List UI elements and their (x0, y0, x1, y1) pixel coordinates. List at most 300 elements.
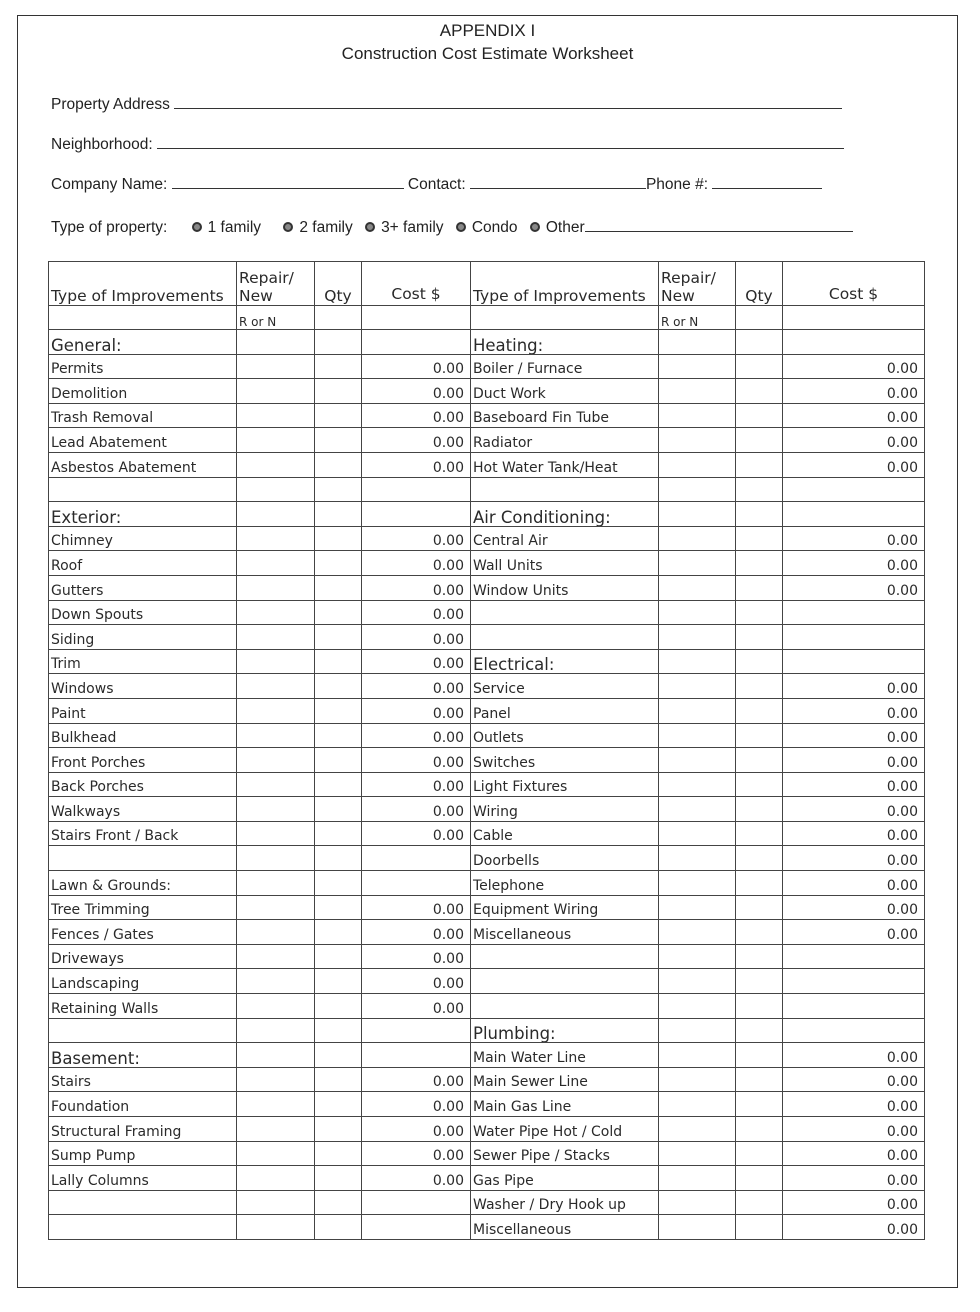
qty-cell-left[interactable] (315, 1043, 362, 1068)
repair-new-cell-right[interactable] (659, 944, 736, 969)
repair-new-cell-left[interactable] (237, 821, 315, 846)
option-2-family[interactable]: 2 family (283, 219, 352, 237)
col-header-repair-right: Repair/ New (659, 262, 736, 306)
cost-cell-left[interactable]: 0.00 (362, 379, 471, 404)
cost-cell-left[interactable]: 0.00 (362, 944, 471, 969)
qty-cell-left[interactable] (315, 944, 362, 969)
cost-cell-right[interactable]: 0.00 (783, 1166, 925, 1191)
table-row (49, 551, 925, 576)
repair-new-cell-left[interactable] (237, 1092, 315, 1117)
cost-cell-right[interactable]: 0.00 (783, 920, 925, 945)
repair-new-cell-left[interactable] (237, 920, 315, 945)
section-heading-right: Plumbing: (471, 1018, 659, 1043)
cost-cell-left[interactable]: 0.00 (362, 452, 471, 477)
repair-new-cell-left[interactable] (237, 575, 315, 600)
qty-cell-right[interactable] (736, 846, 783, 871)
qty-cell-left[interactable] (315, 1215, 362, 1240)
item-label-right: Boiler / Furnace (471, 354, 659, 379)
qty-cell-right[interactable] (736, 1117, 783, 1142)
col-header-qty-right: Qty (736, 262, 783, 306)
repair-new-cell-right[interactable] (659, 1092, 736, 1117)
cost-cell-left[interactable] (362, 330, 471, 355)
cost-cell-left[interactable] (362, 846, 471, 871)
qty-cell-right[interactable] (736, 1067, 783, 1092)
qty-cell-left[interactable] (315, 1166, 362, 1191)
qty-cell-left[interactable] (315, 772, 362, 797)
item-label-left: Stairs Front / Back (49, 821, 237, 846)
item-label-right: Telephone (471, 871, 659, 896)
radio-3-plus-family-icon[interactable] (365, 222, 375, 232)
repair-new-cell-left[interactable] (237, 1067, 315, 1092)
item-label-right: Main Sewer Line (471, 1067, 659, 1092)
qty-cell-right[interactable] (736, 772, 783, 797)
option-3-plus-family[interactable]: 3+ family (365, 219, 443, 237)
qty-cell-right[interactable] (736, 502, 783, 527)
item-label-right: Wall Units (471, 551, 659, 576)
qty-cell-right[interactable] (736, 1141, 783, 1166)
repair-new-cell-left[interactable] (237, 379, 315, 404)
neighborhood-row (51, 135, 844, 154)
repair-new-cell-left[interactable] (237, 846, 315, 871)
repair-new-cell-right[interactable] (659, 625, 736, 650)
item-label-left: Roof (49, 551, 237, 576)
qty-cell-left[interactable] (315, 1092, 362, 1117)
repair-new-cell-left[interactable] (237, 330, 315, 355)
cost-cell-right[interactable]: 0.00 (783, 575, 925, 600)
item-label-left: Back Porches (49, 772, 237, 797)
repair-new-cell-right[interactable] (659, 969, 736, 994)
qty-cell-right[interactable] (736, 625, 783, 650)
qty-cell-right[interactable] (736, 354, 783, 379)
qty-cell-left[interactable] (315, 920, 362, 945)
qty-cell-right[interactable] (736, 944, 783, 969)
repair-new-cell-left[interactable] (237, 428, 315, 453)
cost-cell-right[interactable]: 0.00 (783, 895, 925, 920)
cost-cell-left[interactable] (362, 477, 471, 502)
repair-new-cell-left[interactable] (237, 649, 315, 674)
cost-cell-right[interactable]: 0.00 (783, 1092, 925, 1117)
repair-new-cell-right[interactable] (659, 698, 736, 723)
cost-cell-left[interactable] (362, 502, 471, 527)
cost-cell-right[interactable]: 0.00 (783, 1067, 925, 1092)
repair-new-cell-left[interactable] (237, 723, 315, 748)
repair-new-cell-right[interactable] (659, 354, 736, 379)
section-heading-left: General: (49, 330, 237, 355)
item-label-left: Demolition (49, 379, 237, 404)
qty-cell-left[interactable] (315, 526, 362, 551)
table-row (49, 452, 925, 477)
option-1-family[interactable]: 1 family (192, 219, 261, 237)
item-label-right (471, 994, 659, 1019)
item-label-right: Main Water Line (471, 1043, 659, 1068)
cost-cell-left[interactable]: 0.00 (362, 920, 471, 945)
repair-new-cell-right[interactable] (659, 551, 736, 576)
repair-new-cell-left[interactable] (237, 1043, 315, 1068)
item-label-left: Foundation (49, 1092, 237, 1117)
table-row (49, 698, 925, 723)
qty-cell-left[interactable] (315, 1018, 362, 1043)
cost-cell-left[interactable]: 0.00 (362, 1166, 471, 1191)
qty-cell-left[interactable] (315, 748, 362, 773)
neighborhood-field[interactable] (157, 135, 844, 149)
qty-cell-right[interactable] (736, 452, 783, 477)
option-other[interactable]: Other (530, 219, 585, 237)
cost-cell-right[interactable]: 0.00 (783, 772, 925, 797)
qty-cell-right[interactable] (736, 1018, 783, 1043)
repair-new-cell-right[interactable] (659, 797, 736, 822)
repair-new-cell-right[interactable] (659, 1117, 736, 1142)
cost-cell-right[interactable]: 0.00 (783, 698, 925, 723)
table-row (49, 821, 925, 846)
qty-cell-right[interactable] (736, 1190, 783, 1215)
cost-cell-right[interactable]: 0.00 (783, 821, 925, 846)
qty-cell-right[interactable] (736, 1092, 783, 1117)
qty-cell-left[interactable] (315, 797, 362, 822)
table-row (49, 1190, 925, 1215)
repair-new-cell-right[interactable] (659, 1043, 736, 1068)
repair-new-cell-left[interactable] (237, 772, 315, 797)
qty-cell-left[interactable] (315, 895, 362, 920)
qty-cell-right[interactable] (736, 969, 783, 994)
subheader-empty (315, 306, 362, 330)
cost-cell-left[interactable]: 0.00 (362, 1067, 471, 1092)
table-row (49, 871, 925, 896)
cost-cell-right[interactable]: 0.00 (783, 452, 925, 477)
cost-cell-right[interactable]: 0.00 (783, 428, 925, 453)
property-address-label: Property Address (51, 96, 170, 113)
table-row (49, 1018, 925, 1043)
qty-cell-left[interactable] (315, 330, 362, 355)
qty-cell-left[interactable] (315, 846, 362, 871)
qty-cell-right[interactable] (736, 895, 783, 920)
qty-cell-left[interactable] (315, 477, 362, 502)
cost-cell-right[interactable]: 0.00 (783, 551, 925, 576)
cost-cell-left[interactable]: 0.00 (362, 772, 471, 797)
cost-cell-left[interactable] (362, 1215, 471, 1240)
cost-cell-left[interactable]: 0.00 (362, 575, 471, 600)
section-heading-left: Basement: (49, 1043, 237, 1068)
repair-new-cell-right[interactable] (659, 1190, 736, 1215)
item-label-right: Duct Work (471, 379, 659, 404)
cost-cell-right[interactable]: 0.00 (783, 797, 925, 822)
qty-cell-left[interactable] (315, 649, 362, 674)
repair-new-cell-right[interactable] (659, 846, 736, 871)
repair-new-cell-left[interactable] (237, 354, 315, 379)
repair-new-cell-right[interactable] (659, 895, 736, 920)
cost-cell-left[interactable] (362, 1043, 471, 1068)
repair-new-cell-right[interactable] (659, 1018, 736, 1043)
cost-cell-right[interactable]: 0.00 (783, 1141, 925, 1166)
radio-other-icon[interactable] (530, 222, 540, 232)
item-label-right: Panel (471, 698, 659, 723)
cost-cell-left[interactable]: 0.00 (362, 821, 471, 846)
table-row (49, 428, 925, 453)
cost-cell-right[interactable]: 0.00 (783, 1215, 925, 1240)
item-label-right: Miscellaneous (471, 1215, 659, 1240)
subheader-empty (736, 306, 783, 330)
qty-cell-left[interactable] (315, 1067, 362, 1092)
repair-new-cell-left[interactable] (237, 1141, 315, 1166)
table-row (49, 649, 925, 674)
cost-cell-left[interactable]: 0.00 (362, 625, 471, 650)
cost-cell-left[interactable]: 0.00 (362, 600, 471, 625)
qty-cell-right[interactable] (736, 575, 783, 600)
qty-cell-left[interactable] (315, 1117, 362, 1142)
qty-cell-right[interactable] (736, 428, 783, 453)
repair-new-cell-right[interactable] (659, 649, 736, 674)
repair-new-cell-left[interactable] (237, 969, 315, 994)
qty-cell-right[interactable] (736, 871, 783, 896)
item-label-left: Permits (49, 354, 237, 379)
subheader-empty (471, 306, 659, 330)
repair-new-cell-right[interactable] (659, 600, 736, 625)
qty-cell-left[interactable] (315, 723, 362, 748)
cost-cell-left[interactable]: 0.00 (362, 428, 471, 453)
col-header-cost-left: Cost $ (362, 262, 471, 306)
subheader-empty (49, 306, 237, 330)
qty-cell-left[interactable] (315, 354, 362, 379)
repair-new-cell-left[interactable] (237, 452, 315, 477)
col-header-type-right: Type of Improvements (471, 262, 659, 306)
cost-cell-right[interactable]: 0.00 (783, 403, 925, 428)
item-label-left (49, 1018, 237, 1043)
item-label-right: Main Gas Line (471, 1092, 659, 1117)
table-row (49, 1092, 925, 1117)
cost-cell-right[interactable] (783, 502, 925, 527)
cost-cell-left[interactable]: 0.00 (362, 1092, 471, 1117)
table-row (49, 1215, 925, 1240)
qty-cell-right[interactable] (736, 1166, 783, 1191)
cost-cell-right[interactable]: 0.00 (783, 846, 925, 871)
item-label-left: Fences / Gates (49, 920, 237, 945)
property-address-field[interactable] (174, 95, 842, 109)
qty-cell-right[interactable] (736, 797, 783, 822)
cost-cell-left[interactable] (362, 1018, 471, 1043)
qty-cell-right[interactable] (736, 600, 783, 625)
repair-new-cell-right[interactable] (659, 723, 736, 748)
section-heading-left: Exterior: (49, 502, 237, 527)
cost-cell-right[interactable] (783, 600, 925, 625)
qty-cell-left[interactable] (315, 452, 362, 477)
qty-cell-left[interactable] (315, 502, 362, 527)
cost-cell-left[interactable]: 0.00 (362, 994, 471, 1019)
repair-new-cell-left[interactable] (237, 1166, 315, 1191)
qty-cell-right[interactable] (736, 723, 783, 748)
cost-cell-left[interactable]: 0.00 (362, 1117, 471, 1142)
qty-cell-right[interactable] (736, 821, 783, 846)
cost-cell-right[interactable]: 0.00 (783, 723, 925, 748)
property-address-row (51, 95, 842, 114)
qty-cell-left[interactable] (315, 403, 362, 428)
cost-cell-right[interactable]: 0.00 (783, 526, 925, 551)
repair-new-cell-left[interactable] (237, 625, 315, 650)
repair-new-cell-right[interactable] (659, 674, 736, 699)
cost-cell-right[interactable]: 0.00 (783, 748, 925, 773)
repair-new-cell-right[interactable] (659, 1166, 736, 1191)
item-label-left (49, 846, 237, 871)
cost-cell-left[interactable]: 0.00 (362, 403, 471, 428)
table-row (49, 674, 925, 699)
repair-new-cell-right[interactable] (659, 1067, 736, 1092)
repair-new-cell-left[interactable] (237, 944, 315, 969)
qty-cell-right[interactable] (736, 477, 783, 502)
cost-cell-right[interactable] (783, 649, 925, 674)
qty-cell-right[interactable] (736, 403, 783, 428)
cost-cell-left[interactable]: 0.00 (362, 649, 471, 674)
item-label-left: Walkways (49, 797, 237, 822)
cost-cell-right[interactable] (783, 944, 925, 969)
repair-new-cell-right[interactable] (659, 575, 736, 600)
cost-cell-left[interactable]: 0.00 (362, 895, 471, 920)
qty-cell-right[interactable] (736, 674, 783, 699)
repair-new-cell-right[interactable] (659, 994, 736, 1019)
repair-new-cell-left[interactable] (237, 797, 315, 822)
repair-new-cell-left[interactable] (237, 1190, 315, 1215)
qty-cell-left[interactable] (315, 871, 362, 896)
repair-new-cell-right[interactable] (659, 379, 736, 404)
qty-cell-left[interactable] (315, 1190, 362, 1215)
item-label-left: Lawn & Grounds: (49, 871, 237, 896)
repair-new-cell-right[interactable] (659, 502, 736, 527)
qty-cell-right[interactable] (736, 526, 783, 551)
item-label-right: Baseboard Fin Tube (471, 403, 659, 428)
repair-new-cell-left[interactable] (237, 698, 315, 723)
repair-new-cell-right[interactable] (659, 452, 736, 477)
cost-cell-left[interactable]: 0.00 (362, 674, 471, 699)
cost-cell-right[interactable] (783, 1018, 925, 1043)
cost-cell-left[interactable]: 0.00 (362, 723, 471, 748)
repair-new-cell-left[interactable] (237, 1018, 315, 1043)
repair-new-cell-left[interactable] (237, 674, 315, 699)
repair-new-cell-right[interactable] (659, 526, 736, 551)
qty-cell-left[interactable] (315, 698, 362, 723)
cost-cell-right[interactable] (783, 969, 925, 994)
qty-cell-right[interactable] (736, 920, 783, 945)
cost-cell-left[interactable]: 0.00 (362, 1141, 471, 1166)
cost-cell-left[interactable] (362, 871, 471, 896)
cost-cell-right[interactable]: 0.00 (783, 1190, 925, 1215)
item-label-right (471, 625, 659, 650)
qty-cell-left[interactable] (315, 600, 362, 625)
qty-cell-left[interactable] (315, 994, 362, 1019)
radio-1-family-icon[interactable] (192, 222, 202, 232)
cost-cell-right[interactable] (783, 330, 925, 355)
qty-cell-right[interactable] (736, 994, 783, 1019)
repair-new-cell-left[interactable] (237, 551, 315, 576)
cost-cell-left[interactable]: 0.00 (362, 797, 471, 822)
repair-new-cell-left[interactable] (237, 895, 315, 920)
qty-cell-left[interactable] (315, 379, 362, 404)
cost-cell-right[interactable]: 0.00 (783, 1043, 925, 1068)
qty-cell-right[interactable] (736, 649, 783, 674)
repair-new-cell-right[interactable] (659, 428, 736, 453)
cost-cell-left[interactable] (362, 1190, 471, 1215)
table-subheader-row (49, 306, 925, 330)
qty-cell-left[interactable] (315, 1141, 362, 1166)
repair-new-cell-right[interactable] (659, 330, 736, 355)
table-row (49, 502, 925, 527)
repair-new-cell-left[interactable] (237, 403, 315, 428)
repair-new-cell-right[interactable] (659, 821, 736, 846)
repair-new-cell-right[interactable] (659, 772, 736, 797)
cost-cell-right[interactable]: 0.00 (783, 354, 925, 379)
cost-cell-right[interactable] (783, 994, 925, 1019)
cost-cell-left[interactable]: 0.00 (362, 354, 471, 379)
cost-cell-left[interactable]: 0.00 (362, 526, 471, 551)
repair-new-cell-left[interactable] (237, 526, 315, 551)
item-label-right: Wiring (471, 797, 659, 822)
qty-cell-right[interactable] (736, 551, 783, 576)
other-property-field[interactable] (585, 218, 853, 232)
repair-new-cell-right[interactable] (659, 1215, 736, 1240)
item-label-right: Service (471, 674, 659, 699)
col-header-cost-right: Cost $ (783, 262, 925, 306)
qty-cell-left[interactable] (315, 575, 362, 600)
cost-cell-right[interactable] (783, 477, 925, 502)
qty-cell-right[interactable] (736, 698, 783, 723)
qty-cell-right[interactable] (736, 1215, 783, 1240)
radio-2-family-icon[interactable] (283, 222, 293, 232)
qty-cell-left[interactable] (315, 428, 362, 453)
option-condo[interactable]: Condo (456, 219, 518, 237)
cost-cell-right[interactable] (783, 625, 925, 650)
repair-new-cell-right[interactable] (659, 477, 736, 502)
cost-cell-left[interactable]: 0.00 (362, 551, 471, 576)
repair-new-cell-left[interactable] (237, 600, 315, 625)
qty-cell-left[interactable] (315, 821, 362, 846)
qty-cell-left[interactable] (315, 969, 362, 994)
repair-new-cell-left[interactable] (237, 748, 315, 773)
repair-new-cell-right[interactable] (659, 1141, 736, 1166)
repair-new-cell-right[interactable] (659, 748, 736, 773)
repair-new-cell-left[interactable] (237, 477, 315, 502)
radio-condo-icon[interactable] (456, 222, 466, 232)
item-label-left: Structural Framing (49, 1117, 237, 1142)
table-row (49, 600, 925, 625)
repair-new-cell-left[interactable] (237, 994, 315, 1019)
cost-cell-left[interactable]: 0.00 (362, 698, 471, 723)
item-label-left: Windows (49, 674, 237, 699)
item-label-left: Siding (49, 625, 237, 650)
cost-cell-left[interactable]: 0.00 (362, 748, 471, 773)
repair-new-cell-left[interactable] (237, 871, 315, 896)
qty-cell-right[interactable] (736, 748, 783, 773)
qty-cell-left[interactable] (315, 674, 362, 699)
repair-new-cell-left[interactable] (237, 1215, 315, 1240)
repair-new-cell-left[interactable] (237, 502, 315, 527)
qty-cell-left[interactable] (315, 625, 362, 650)
cost-cell-right[interactable]: 0.00 (783, 871, 925, 896)
qty-cell-left[interactable] (315, 551, 362, 576)
cost-cell-left[interactable]: 0.00 (362, 969, 471, 994)
contact-field[interactable] (470, 175, 646, 189)
qty-cell-right[interactable] (736, 379, 783, 404)
repair-new-cell-right[interactable] (659, 403, 736, 428)
qty-cell-right[interactable] (736, 330, 783, 355)
repair-new-cell-left[interactable] (237, 1117, 315, 1142)
cost-cell-right[interactable]: 0.00 (783, 674, 925, 699)
subheader-empty (783, 306, 925, 330)
phone-field[interactable] (712, 175, 822, 189)
qty-cell-right[interactable] (736, 1043, 783, 1068)
cost-cell-right[interactable]: 0.00 (783, 1117, 925, 1142)
table-row (49, 477, 925, 502)
company-name-field[interactable] (172, 175, 404, 189)
section-heading-right: Electrical: (471, 649, 659, 674)
repair-new-cell-right[interactable] (659, 871, 736, 896)
cost-cell-right[interactable]: 0.00 (783, 379, 925, 404)
repair-new-cell-right[interactable] (659, 920, 736, 945)
